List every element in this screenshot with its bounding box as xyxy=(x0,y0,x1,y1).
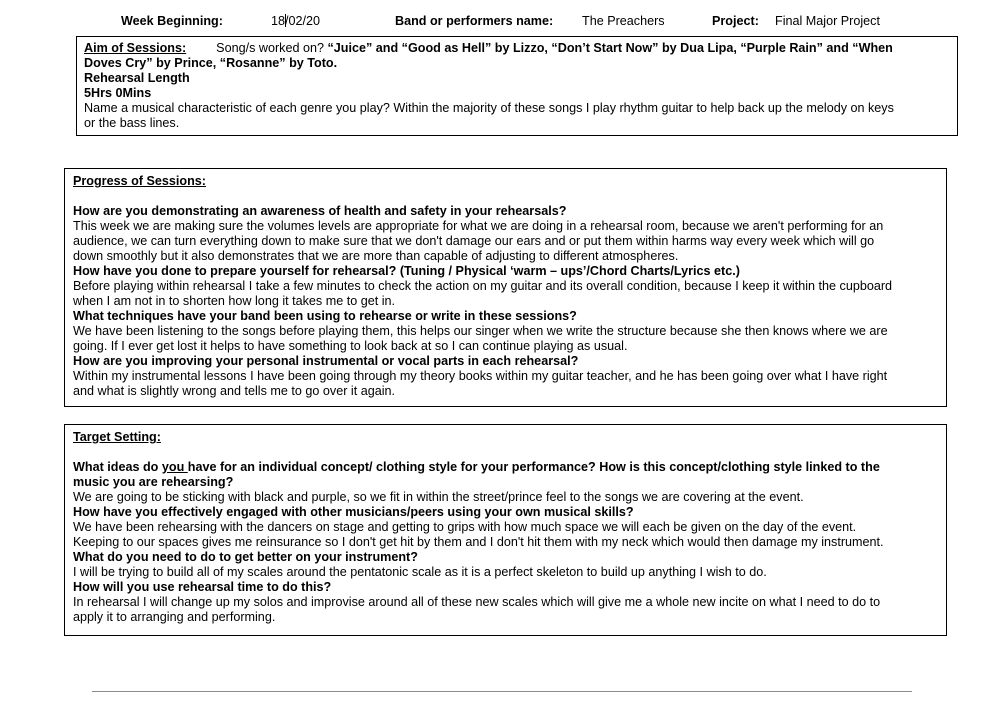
progress-answer-line: going. If I ever get lost it helps to have something to look back at so I can continue playing as usual. xyxy=(73,339,628,353)
progress-answer-line: Within my instrumental lessons I have been going through my theory books within my guitar teacher, and he has been going over what I have right xyxy=(73,369,888,383)
target-q1-emphasis: you xyxy=(161,460,188,474)
songs-list-line2: Doves Cry” by Prince, “Rosanne” by Toto. xyxy=(84,56,338,70)
target-answer-line: apply it to arranging and performing. xyxy=(73,610,276,624)
genre-characteristic-line1: Name a musical characteristic of each genre you play? Within the majority of these songs I play rhythm guitar to help back up the melody on keys xyxy=(84,101,894,115)
progress-title: Progress of Sessions: xyxy=(73,174,206,188)
progress-answer-line: Before playing within rehearsal I take a few minutes to check the action on my guitar and its overall condition, because I keep it within the cupboard xyxy=(73,279,893,293)
progress-answer-line: down smoothly but it also demonstrates that we are more than capable of adjusting to different atmospheres. xyxy=(73,249,679,263)
songs-list-line1: “Juice” and “Good as Hell” by Lizzo, “Don’t Start Now” by Dua Lipa, “Purple Rain” and “When xyxy=(327,41,893,55)
aim-line-1 xyxy=(84,41,950,56)
progress-question: How are you demonstrating an awareness of health and safety in your rehearsals? xyxy=(73,204,567,218)
band-name-value[interactable]: The Preachers xyxy=(582,14,665,28)
progress-item-health-safety xyxy=(73,204,938,264)
target-setting-box[interactable] xyxy=(64,424,947,636)
rehearsal-length-value: 5Hrs 0Mins xyxy=(84,86,152,100)
songs-prompt: Song/s worked on? xyxy=(216,41,324,55)
progress-of-sessions-box[interactable] xyxy=(64,168,947,407)
progress-question: How have you done to prepare yourself for rehearsal? (Tuning / Physical ‘warm – ups’/Chord Charts/Lyrics etc.) xyxy=(73,264,740,278)
target-answer-line: We have been rehearsing with the dancers on stage and getting to grips with how much space we will each be given on the day of the event. xyxy=(73,520,857,534)
progress-answer-line: This week we are making sure the volumes levels are appropriate for what we are doing in a rehearsal room, because we aren't performing for an xyxy=(73,219,884,233)
project-label: Project: xyxy=(712,14,759,28)
target-title: Target Setting: xyxy=(73,430,161,444)
aim-of-sessions-box[interactable] xyxy=(76,36,958,136)
rehearsal-length-label: Rehearsal Length xyxy=(84,71,190,85)
progress-item-preparation xyxy=(73,264,938,309)
target-item-rehearsal-time xyxy=(73,580,938,625)
progress-answer-line: and what is slightly wrong and tells me to go over it again. xyxy=(73,384,396,398)
progress-item-techniques xyxy=(73,309,938,354)
target-q1-part-a: What ideas do xyxy=(73,460,162,474)
genre-characteristic-line2: or the bass lines. xyxy=(84,116,180,130)
footer-divider xyxy=(92,691,912,692)
progress-question: How are you improving your personal instrumental or vocal parts in each rehearsal? xyxy=(73,354,579,368)
target-item-improve-instrument xyxy=(73,550,938,580)
week-beginning-value[interactable] xyxy=(271,13,320,29)
target-answer-line: Keeping to our spaces gives me reinsurance so I don't get hit by them and I don't hit them with my neck which would then damage my instrument. xyxy=(73,535,884,549)
progress-answer-line: audience, we can turn everything down to make sure that we don't damage our ears and or put them within harms way every week which will go xyxy=(73,234,875,248)
target-q1-part-b: have for an individual concept/ clothing style for your performance? How is this concept/clothing style linked to the xyxy=(187,460,880,474)
week-value-day: 18 xyxy=(271,14,286,28)
target-item-engagement xyxy=(73,505,938,550)
week-value-rest: /02/20 xyxy=(285,14,321,28)
week-beginning-label: Week Beginning: xyxy=(121,14,223,28)
target-answer-line: I will be trying to build all of my scales around the pentatonic scale as it is a perfect skeleton to build up anything I wish to do. xyxy=(73,565,767,579)
target-question: What do you need to do to get better on your instrument? xyxy=(73,550,418,564)
progress-answer-line: when I am not in to shorten how long it takes me to get in. xyxy=(73,294,396,308)
target-answer-line: We are going to be sticking with black and purple, so we fit in within the street/prince feel to the songs we are covering at the event. xyxy=(73,490,804,504)
progress-question: What techniques have your band been using to rehearse or write in these sessions? xyxy=(73,309,577,323)
target-question: How have you effectively engaged with other musicians/peers using your own musical skills? xyxy=(73,505,634,519)
progress-item-improving xyxy=(73,354,938,399)
band-name-label: Band or performers name: xyxy=(395,14,554,28)
target-question: How will you use rehearsal time to do this? xyxy=(73,580,332,594)
project-value[interactable]: Final Major Project xyxy=(775,14,880,28)
target-question-cont: music you are rehearsing? xyxy=(73,475,234,489)
progress-answer-line: We have been listening to the songs before playing them, this helps our singer when we write the structure because she then knows where we are xyxy=(73,324,888,338)
target-question xyxy=(73,460,938,475)
aim-title: Aim of Sessions: xyxy=(84,41,187,55)
target-item-concept xyxy=(73,460,938,505)
target-answer-line: In rehearsal I will change up my solos and improvise around all of these new scales which will give me a whole new incite on what I need to do to xyxy=(73,595,881,609)
